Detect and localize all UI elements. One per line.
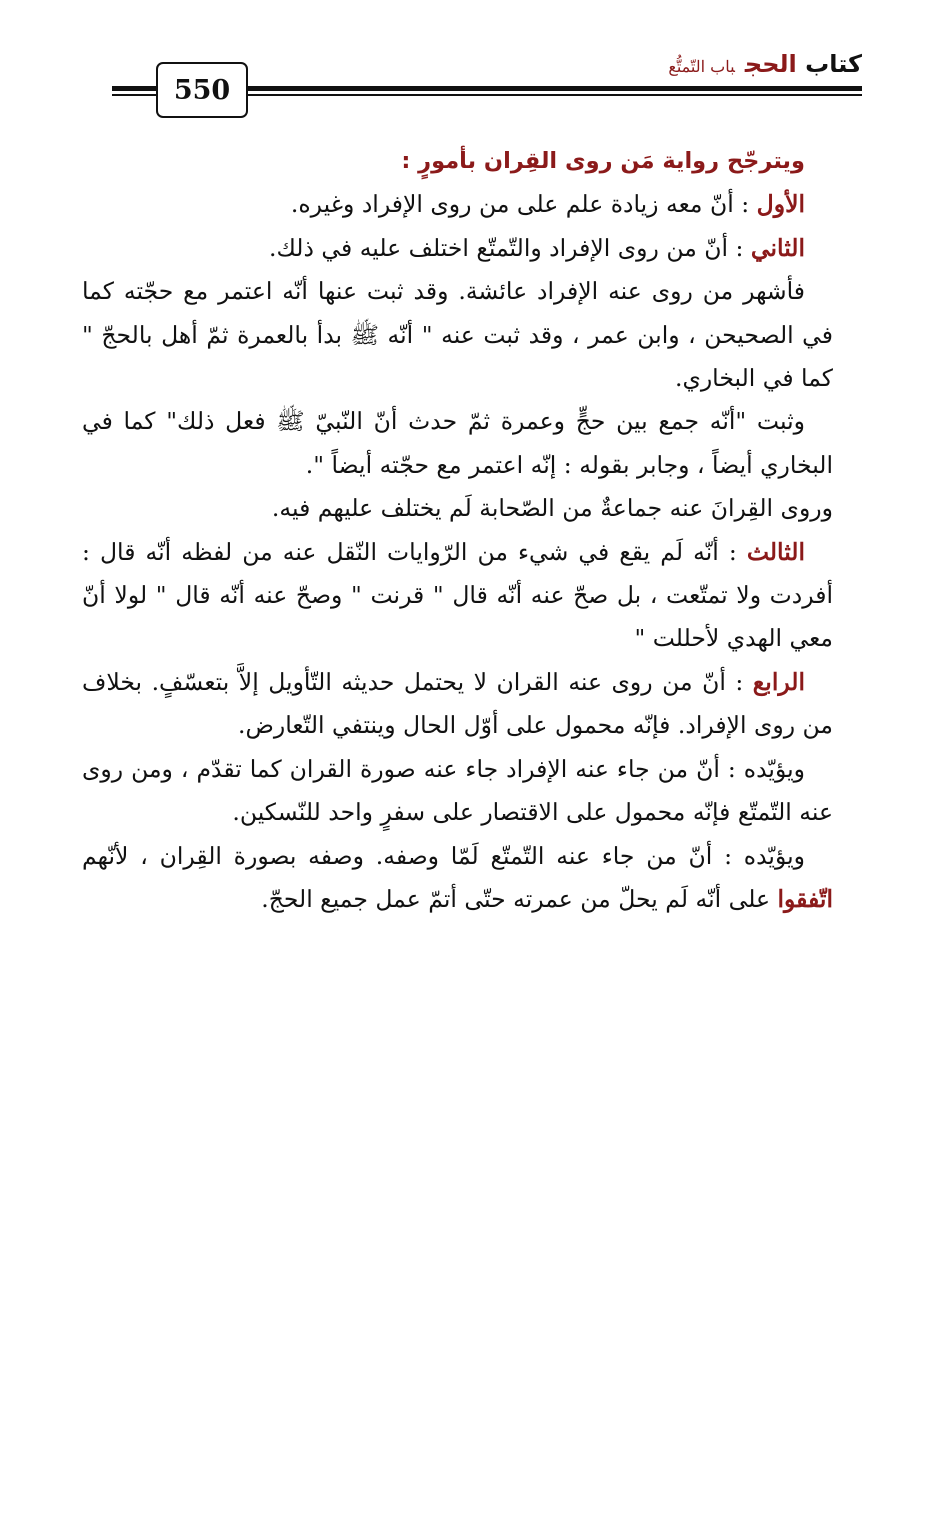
point-first-label: الأول <box>756 190 805 219</box>
header-titles <box>668 50 862 78</box>
book-title <box>745 50 862 78</box>
point-second <box>82 227 833 270</box>
point-first <box>82 183 833 226</box>
point-third-text: : أنّه لَم يقع في شيء من الرّوايات النّقل عنه من لفظه أنّه قال : أفردت ولا تمتّعت ، بل صحّ عنه أنّه قال " قرنت " وصحّ عنه أنّه قال " لولا أنّ معي الهدي لأحللت " <box>82 537 833 653</box>
page-header <box>112 48 862 120</box>
page-content <box>82 140 833 921</box>
paragraph-yuayyiduhu-2-end: على أنّه لَم يحلّ من عمرته حتّى أتمّ عمل جميع الحجّ. <box>261 884 778 913</box>
point-fourth <box>82 661 833 748</box>
page-number: 550 <box>156 62 248 118</box>
paragraph-rawa: وروى القِرانَ عنه جماعةٌ من الصّحابة لَم يختلف عليهم فيه. <box>271 494 833 523</box>
point-third-label: الثالث <box>746 537 805 566</box>
book-title-prefix: كتاب <box>796 50 862 78</box>
point-fourth-text: : أنّ من روى عنه القران لا يحتمل حديثه التّأويل إلاَّ بتعسّفٍ. بخلاف من روى الإفراد. فإنّه محمول على أوّل الحال وينتفي التّعارض. <box>82 667 833 740</box>
section-heading: ويترجّح رواية مَن روى القِران بأمورٍ : <box>401 148 805 174</box>
paragraph-thabata: وثبت "أنّه جمع بين حجٍّ وعمرة ثمّ حدث أنّ النّبيّ ﷺ فعل ذلك" كما في البخاري أيضاً ، وجابر بقوله : إنّه اعتمر مع حجّته أيضاً ". <box>82 407 833 479</box>
point-first-text: : أنّ معه زيادة علم على من روى الإفراد وغيره. <box>290 190 757 219</box>
point-second-text: : أنّ من روى الإفراد والتّمتّع اختلف عليه في ذلك. <box>269 233 751 262</box>
paragraph-yuayyiduhu-1: ويؤيّده : أنّ من جاء عنه الإفراد جاء عنه صورة القران كما تقدّم ، ومن روى عنه التّمتّع فإنّه محمول على الاقتصار على سفرٍ واحد للنّسكين. <box>82 754 833 827</box>
point-third <box>82 531 833 661</box>
paragraph-aisha: فأشهر من روى عنه الإفراد عائشة. وقد ثبت عنها أنّه اعتمر مع حجّته كما في الصحيحن ، وابن عمر ، وقد ثبت عنه " أنّه ﷺ بدأ بالعمرة ثمّ أهل بالحجّ " كما في البخاري. <box>82 277 833 393</box>
point-second-label: الثاني <box>750 233 805 262</box>
point-fourth-label: الرابع <box>752 667 805 696</box>
paragraph-yuayyiduhu-2 <box>82 835 833 922</box>
chapter-title: باب التّمتُّع <box>668 57 735 76</box>
paragraph-yuayyiduhu-2-start: ويؤيّده : أنّ من جاء عنه التّمتّع لَمّا وصفه. وصفه بصورة القِران ، لأنّهم <box>82 841 805 870</box>
paragraph-yuayyiduhu-2-highlight: اتّفقوا <box>777 884 833 913</box>
book-title-accent: الحج <box>744 50 797 78</box>
